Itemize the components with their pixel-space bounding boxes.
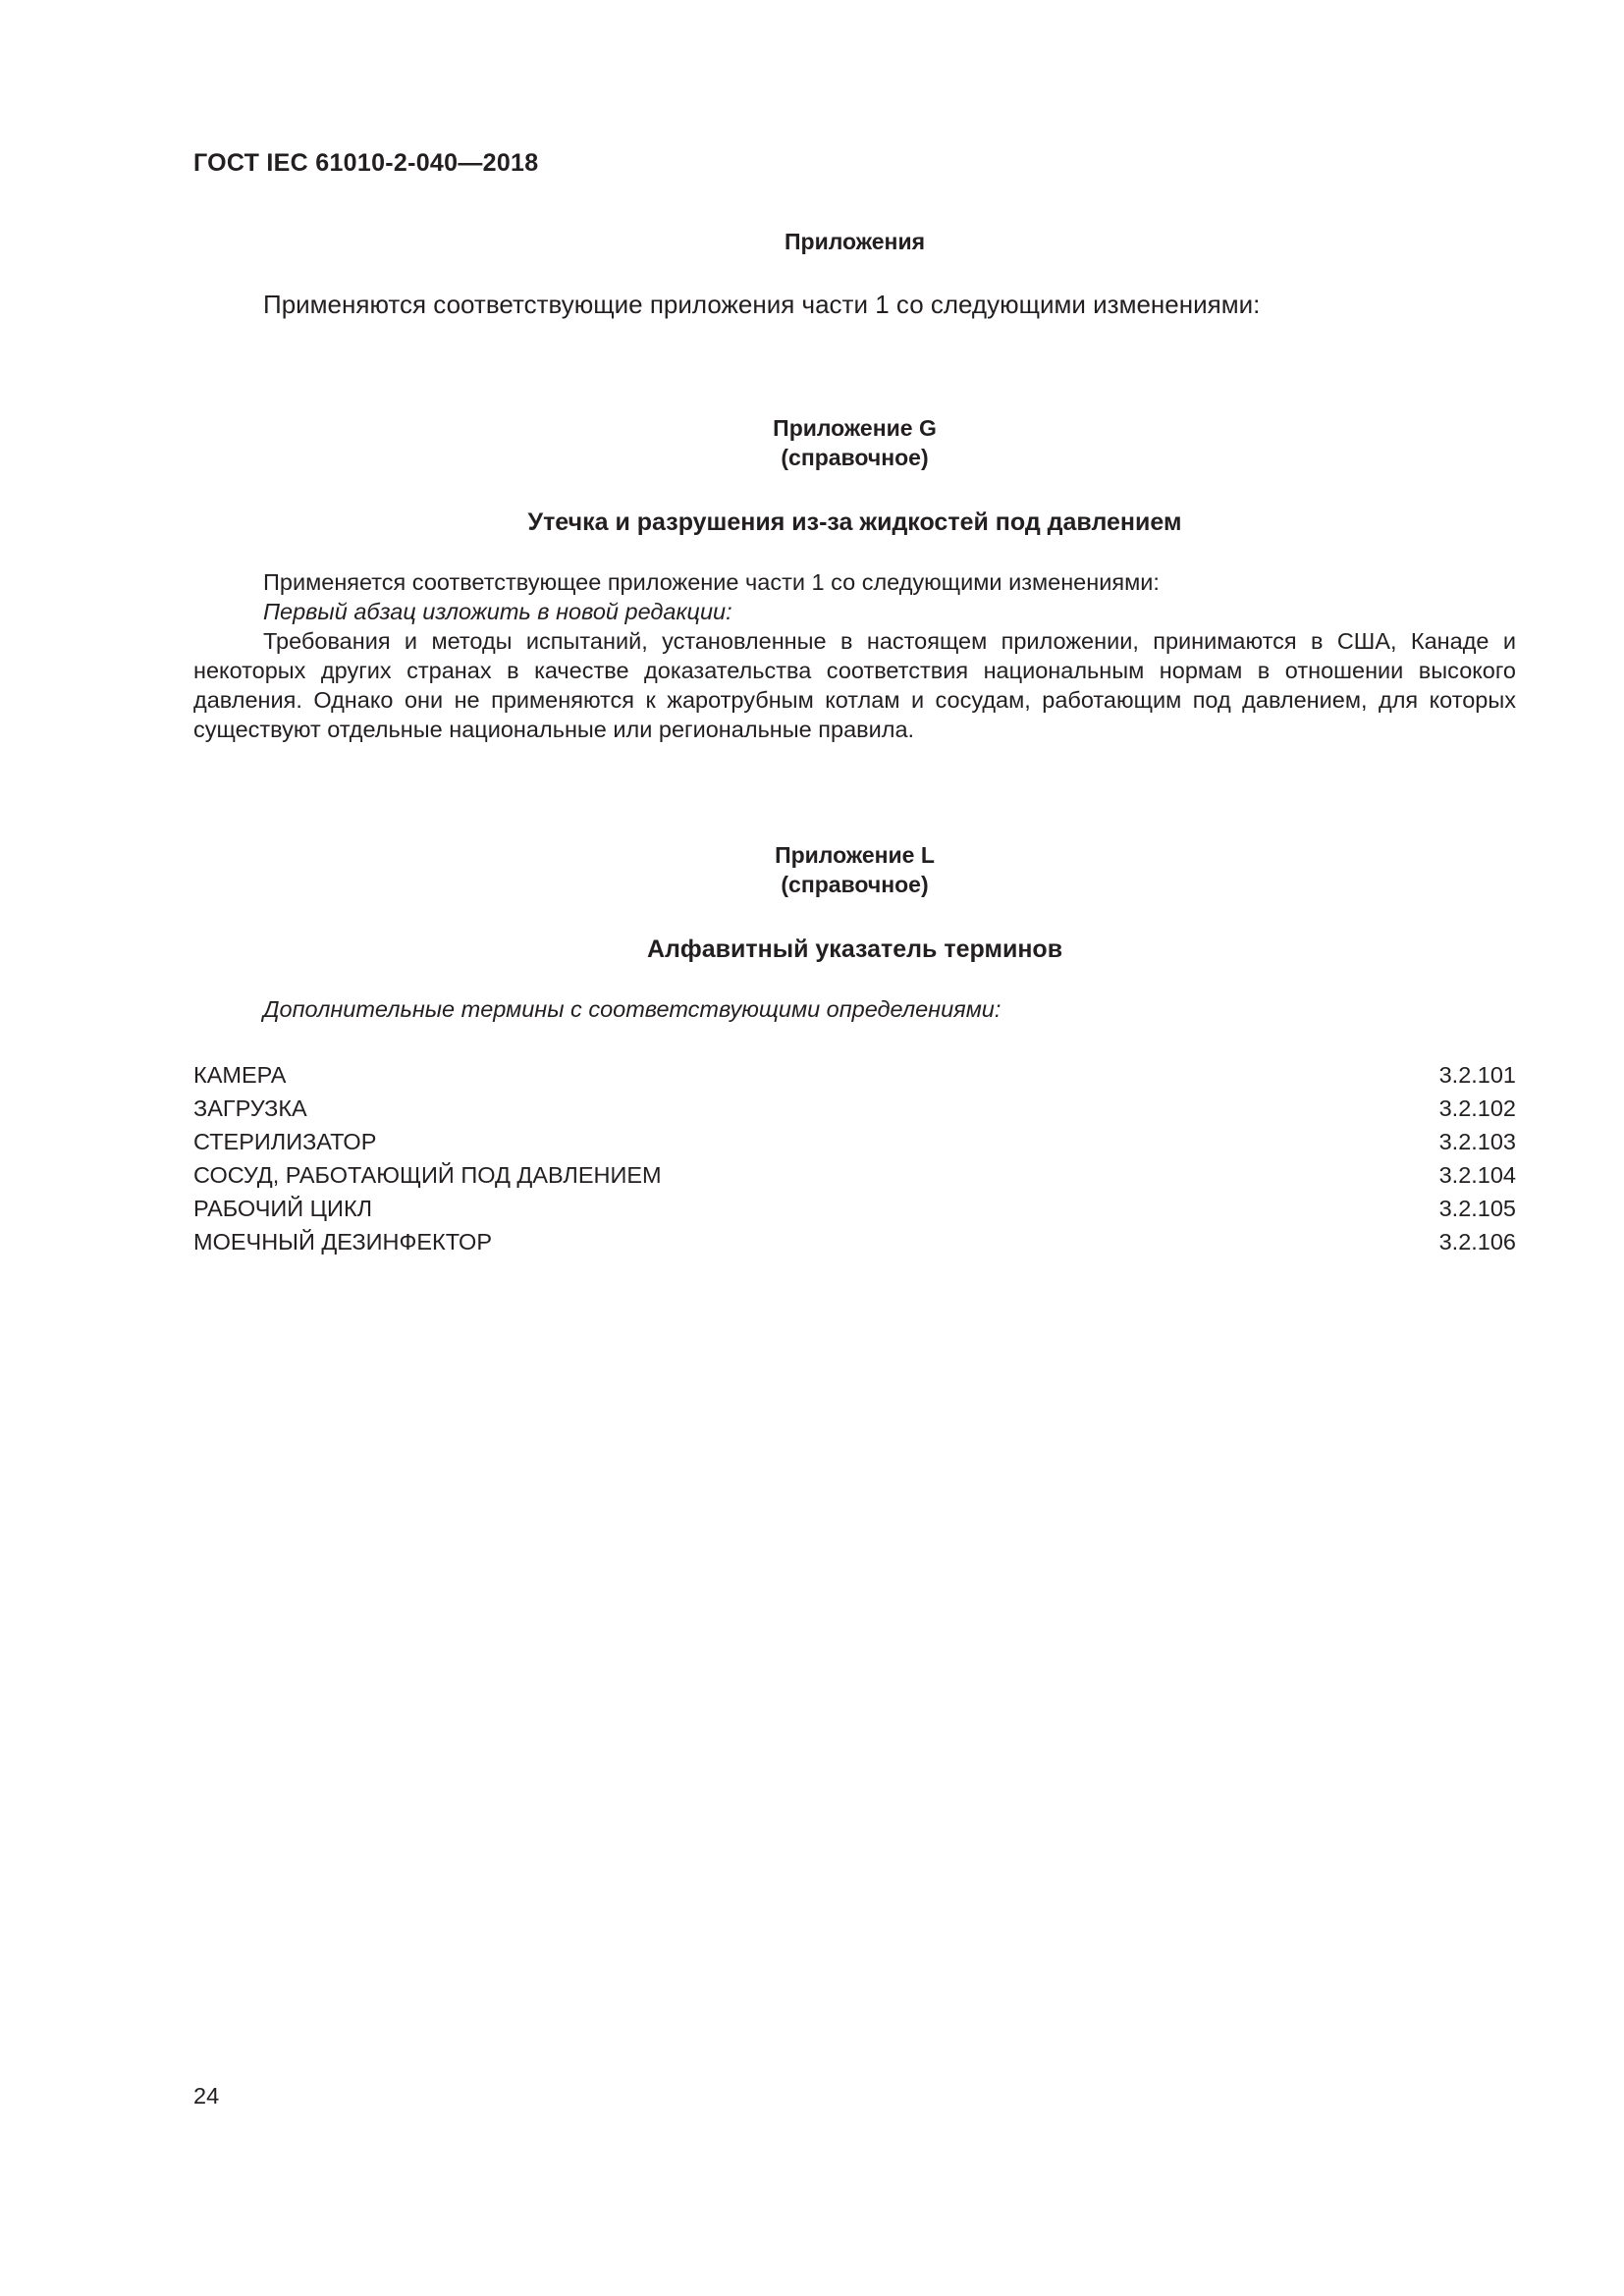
term-ref: 3.2.101 bbox=[1438, 1062, 1516, 1088]
page-number: 24 bbox=[193, 2083, 220, 2109]
term-name: КАМЕРА bbox=[193, 1062, 287, 1088]
appendices-heading: Приложения bbox=[784, 229, 926, 254]
appendix-g-body bbox=[193, 567, 1516, 744]
appendices-intro: Применяются соответствующие приложения части 1 со следующими изменениями: bbox=[263, 290, 1261, 319]
appendix-l-label: Приложение L bbox=[775, 842, 935, 868]
document-header: ГОСТ IEC 61010-2-040—2018 bbox=[193, 149, 539, 177]
term-row bbox=[193, 1192, 1516, 1225]
terms-index bbox=[193, 1058, 1516, 1258]
appendix-g-line1: Применяется соответствующее приложение части 1 со следующими изменениями: bbox=[263, 569, 1160, 595]
term-row bbox=[193, 1092, 1516, 1125]
term-name: СТЕРИЛИЗАТОР bbox=[193, 1129, 377, 1154]
term-name: МОЕЧНЫЙ ДЕЗИНФЕКТОР bbox=[193, 1229, 492, 1255]
term-name: СОСУД, РАБОТАЮЩИЙ ПОД ДАВЛЕНИЕМ bbox=[193, 1162, 662, 1188]
term-row bbox=[193, 1058, 1516, 1092]
term-row bbox=[193, 1158, 1516, 1192]
term-row bbox=[193, 1125, 1516, 1158]
appendix-l-status: (справочное) bbox=[781, 872, 929, 897]
appendix-g-label: Приложение G bbox=[773, 415, 937, 441]
term-ref: 3.2.102 bbox=[1438, 1095, 1516, 1121]
appendix-l-title: Алфавитный указатель терминов bbox=[646, 935, 1063, 963]
term-name: ЗАГРУЗКА bbox=[193, 1095, 307, 1121]
appendix-g-status: (справочное) bbox=[781, 445, 929, 470]
appendix-g-paragraph: Требования и методы испытаний, установленные в настоящем приложении, принимаются в США, Канаде и некоторых других странах в качестве доказательства соответствия национальным нормам в отношении высокого давления. Однако они не применяются к жаротрубным котлам и сосудам, работающим под давлением, для которых существуют отдельные национальные или региональные правила. bbox=[193, 628, 1516, 742]
term-ref: 3.2.105 bbox=[1438, 1196, 1516, 1221]
appendix-g-line2: Первый абзац изложить в новой редакции: bbox=[263, 599, 732, 624]
term-row bbox=[193, 1225, 1516, 1258]
appendix-g-title: Утечка и разрушения из-за жидкостей под давлением bbox=[527, 508, 1182, 536]
term-ref: 3.2.106 bbox=[1438, 1229, 1516, 1255]
term-ref: 3.2.103 bbox=[1438, 1129, 1516, 1154]
term-ref: 3.2.104 bbox=[1438, 1162, 1516, 1188]
appendix-l-intro: Дополнительные термины с соответствующими определениями: bbox=[263, 996, 1001, 1022]
term-name: РАБОЧИЙ ЦИКЛ bbox=[193, 1196, 373, 1221]
